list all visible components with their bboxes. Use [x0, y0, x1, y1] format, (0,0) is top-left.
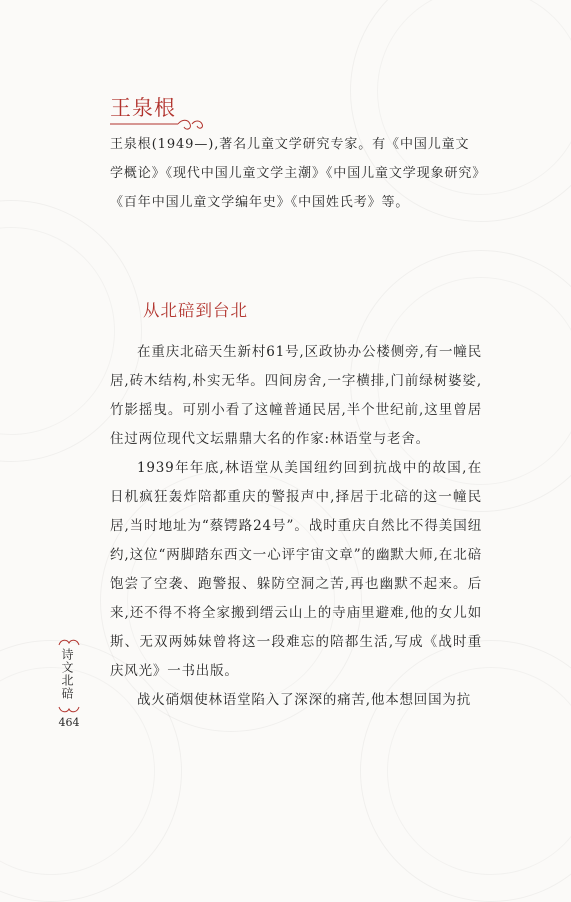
side-ornament-icon — [57, 637, 81, 647]
side-ornament-icon — [57, 705, 81, 715]
author-bio: 王泉根(1949—),著名儿童文学研究专家。有《中国儿童文学概论》《现代中国儿童文学主潮》《中国儿童文学现象研究》《百年中国儿童文学编年史》《中国姓氏考》等。 — [110, 137, 480, 210]
title-flourish-ornament — [110, 118, 220, 130]
article-body — [110, 338, 482, 715]
paragraph: 1939年年底,林语堂从美国纽约回到抗战中的故国,在日机疯狂轰炸陪都重庆的警报声中,择居于北碚的这一幢民居,当时地址为“蔡锷路24号”。战时重庆自然比不得美国纽约,这位“两脚踏东西文一心评宇宙文章”的幽默大师,在北碚饱尝了空袭、跑警报、躲防空洞之苦,再也幽默不起来。后来,还不得不将全家搬到缙云山上的寺庙里避难,他的女儿如斯、无双两姊妹曾将这一段难忘的陪都生活,写成《战时重庆风光》一书出版。 — [110, 460, 482, 679]
author-name: 王泉根 — [110, 96, 176, 120]
article-title: 从北碚到台北 — [143, 301, 248, 320]
paragraph: 在重庆北碚天生新村61号,区政协办公楼侧旁,有一幢民居,砖木结构,朴实无华。四间房舍,一字横排,门前绿树婆娑,竹影摇曳。可别小看了这幢普通民居,半个世纪前,这里曾居住过两位现代文坛鼎鼎大名的作家:林语堂与老舍。 — [110, 344, 482, 447]
book-title-tab: 诗文北碚 — [60, 648, 74, 700]
paragraph: 战火硝烟使林语堂陷入了深深的痛苦,他本想回国为抗 — [137, 692, 471, 708]
page-number: 464 — [58, 716, 80, 729]
